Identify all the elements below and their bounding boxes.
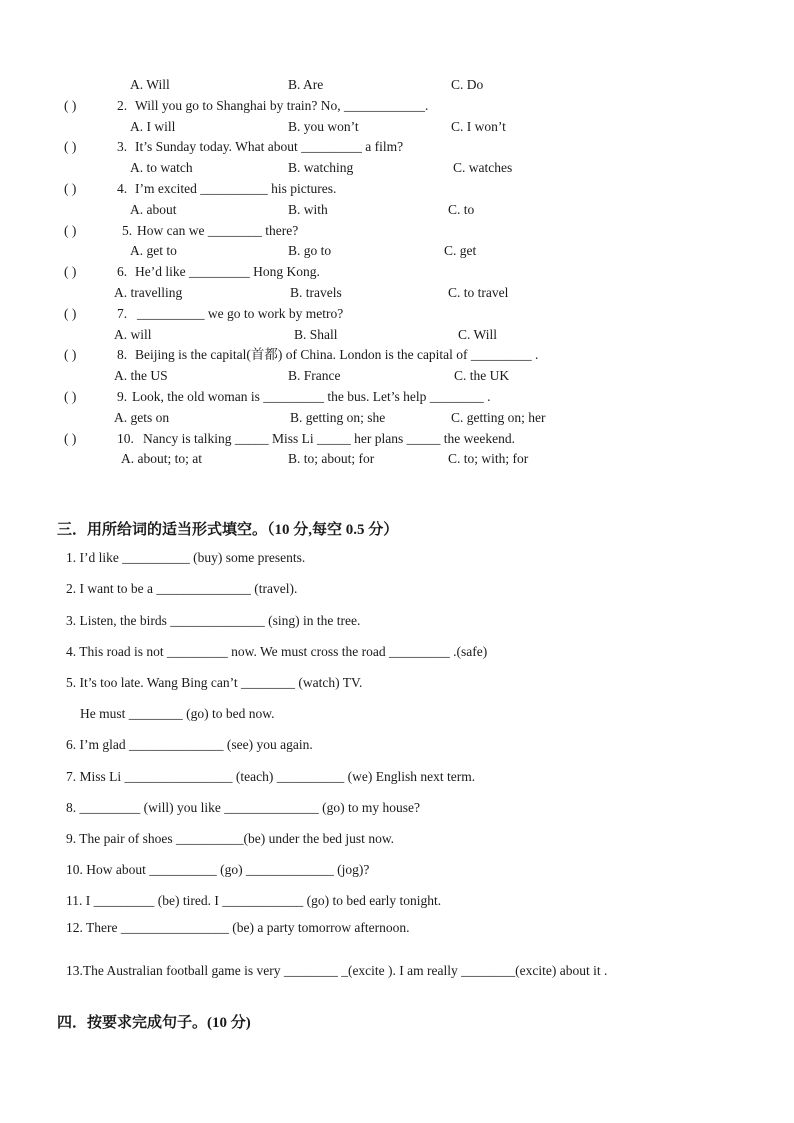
option-a: A. to watch [130,160,193,175]
option-a: A. Will [130,77,170,92]
question-number: 4. [117,181,128,196]
section-heading: 三．用所给词的适当形式填空。（10 分,每空 0.5 分） [57,522,399,538]
option-b: B. travels [290,285,342,300]
answer-bracket[interactable]: ( ) [64,389,77,404]
fill-item: 1. I’d like __________ (buy) some presents. [66,550,306,565]
option-a: A. travelling [114,285,183,300]
fill-item: 12. There ________________ (be) a party tomorrow afternoon. [66,920,410,935]
option-c: C. Do [451,77,484,92]
question-text: Beijing is the capital(首都) of China. London is the capital of _________ . [135,347,539,362]
question-number: 7. [117,306,128,321]
fill-item: 7. Miss Li ________________ (teach) __________ (we) English next term. [66,769,476,784]
question-text: Will you go to Shanghai by train? No, ____________. [135,98,429,113]
option-c: C. watches [453,160,513,175]
option-c: C. to; with; for [448,451,529,466]
question-number: 10. [117,431,134,446]
question-text: Look, the old woman is _________ the bus. Let’s help ________ . [132,389,491,404]
section-heading: 四．按要求完成句子。(10 分) [57,1015,251,1031]
option-b: B. with [288,202,328,217]
option-a: A. I will [130,119,176,134]
option-a: A. about; to; at [121,451,202,466]
question-text: Nancy is talking _____ Miss Li _____ her plans _____ the weekend. [143,431,515,446]
answer-bracket[interactable]: ( ) [64,306,77,321]
option-c: C. getting on; her [451,410,546,425]
fill-item: 13.The Australian football game is very ________ _(excite ). I am really ________(excite) about it . [66,963,608,978]
option-b: B. Are [288,77,324,92]
option-b: B. you won’t [288,119,359,134]
option-a: A. get to [130,243,177,258]
question-number: 9. [117,389,128,404]
option-c: C. to [448,202,475,217]
fill-item: 4. This road is not _________ now. We must cross the road _________ .(safe) [66,644,488,659]
answer-bracket[interactable]: ( ) [64,98,77,113]
answer-bracket[interactable]: ( ) [64,431,77,446]
question-text: How can we ________ there? [137,223,299,238]
question-text: __________ we go to work by metro? [137,306,344,321]
answer-bracket[interactable]: ( ) [64,347,77,362]
option-a: A. will [114,327,152,342]
fill-item: 3. Listen, the birds ______________ (sing) in the tree. [66,613,361,628]
option-b: B. watching [288,160,354,175]
option-a: A. about [130,202,177,217]
option-b: B. getting on; she [290,410,386,425]
fill-item: 8. _________ (will) you like ______________ (go) to my house? [66,800,420,815]
option-c: C. I won’t [451,119,506,134]
option-c: C. get [444,243,477,258]
fill-item: 11. I _________ (be) tired. I ____________ (go) to bed early tonight. [66,893,442,908]
option-a: A. the US [114,368,168,383]
question-number: 2. [117,98,128,113]
question-text: I’m excited __________ his pictures. [135,181,337,196]
fill-item: He must ________ (go) to bed now. [80,706,275,721]
option-c: C. Will [458,327,497,342]
fill-item: 10. How about __________ (go) _____________ (jog)? [66,862,370,877]
options-row [130,76,170,94]
question-number: 5. [122,223,133,238]
answer-bracket[interactable]: ( ) [64,181,77,196]
answer-bracket[interactable]: ( ) [64,223,77,238]
fill-item: 9. The pair of shoes __________(be) under the bed just now. [66,831,395,846]
fill-item: 2. I want to be a ______________ (travel). [66,581,298,596]
question-number: 3. [117,139,128,154]
question-number: 6. [117,264,128,279]
option-b: B. to; about; for [288,451,375,466]
option-a: A. gets on [114,410,170,425]
question-number: 8. [117,347,128,362]
question-text: It’s Sunday today. What about _________ a film? [135,139,404,154]
option-b: B. Shall [294,327,338,342]
option-c: C. the UK [454,368,510,383]
option-b: B. go to [288,243,332,258]
question-text: He’d like _________ Hong Kong. [135,264,320,279]
fill-item: 5. It’s too late. Wang Bing can’t ________ (watch) TV. [66,675,363,690]
answer-bracket[interactable]: ( ) [64,264,77,279]
fill-item: 6. I’m glad ______________ (see) you again. [66,737,313,752]
option-c: C. to travel [448,285,509,300]
option-b: B. France [288,368,341,383]
answer-bracket[interactable]: ( ) [64,139,77,154]
